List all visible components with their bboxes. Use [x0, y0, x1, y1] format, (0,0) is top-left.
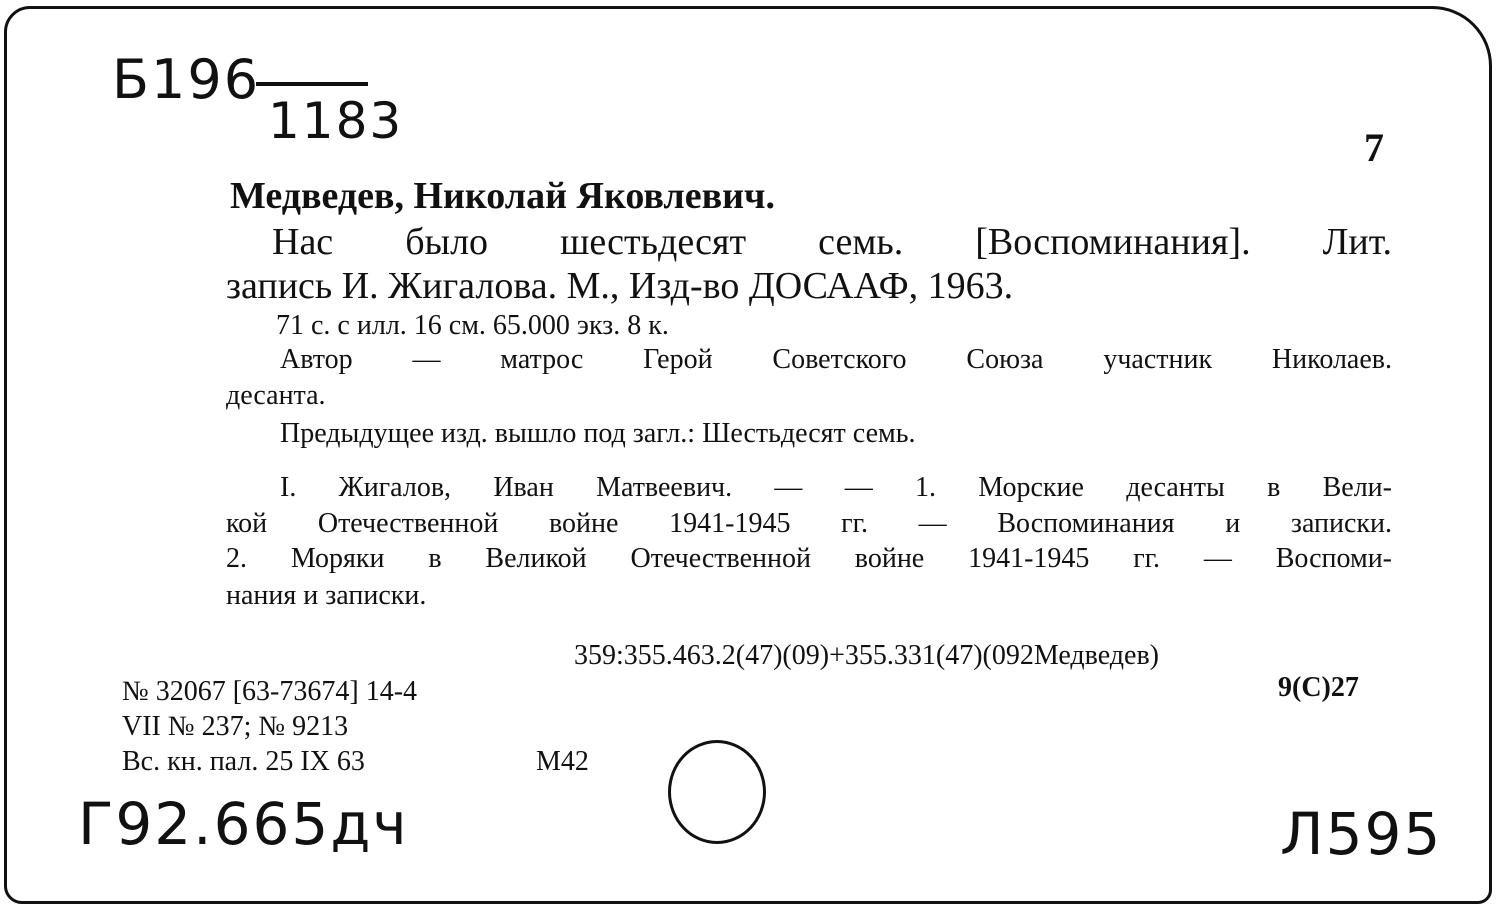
- card-number: 7: [1364, 125, 1384, 170]
- handwritten-shelfmark: Б196: [112, 48, 261, 111]
- handwritten-inventory: Г92.665дч: [78, 790, 409, 858]
- title-line-2: запись И. Жигалова. М., Изд-во ДОСААФ, 1963.: [226, 265, 1014, 307]
- udc-index: 359:355.463.2(47)(09)+355.331(47)(092Медведев): [574, 640, 1160, 671]
- code-m42: М42: [536, 746, 589, 777]
- tracing-line-4: нания и записки.: [226, 580, 427, 611]
- handwritten-number: Л595: [1280, 800, 1443, 868]
- imprint-line-2: VII № 237; № 9213: [122, 711, 349, 742]
- note-previous-edition: Предыдущее изд. вышло под загл.: Шестьдесят семь.: [280, 418, 916, 449]
- bbk-index: 9(С)27: [1278, 672, 1359, 703]
- tracing-line-1: I. Жигалов, Иван Матвеевич. — — 1. Морские десанты в Вели-: [280, 472, 1392, 503]
- handwritten-shelfmark-sub: 1183: [268, 92, 404, 150]
- physical-description: 71 с. с илл. 16 см. 65.000 экз. 8 к.: [276, 310, 669, 341]
- imprint-line-3: Вс. кн. пал. 25 IX 63: [122, 746, 365, 777]
- imprint-line-1: № 32067 [63-73674] 14-4: [122, 676, 418, 707]
- punch-hole: [668, 740, 766, 844]
- tracing-line-2: кой Отечественной войне 1941-1945 гг. — Воспоминания и записки.: [226, 508, 1392, 539]
- handwritten-divider: [256, 82, 368, 86]
- title-line-1: Нас было шестьдесят семь. [Воспоминания]. Лит.: [272, 221, 1392, 263]
- author-heading: Медведев, Николай Яковлевич.: [230, 175, 775, 217]
- note-author-line-2: десанта.: [226, 380, 326, 411]
- tracing-line-3: 2. Моряки в Великой Отечественной войне 1941-1945 гг. — Воспоми-: [226, 543, 1392, 574]
- note-author-line-1: Автор — матрос Герой Советского Союза участник Николаев.: [280, 344, 1392, 375]
